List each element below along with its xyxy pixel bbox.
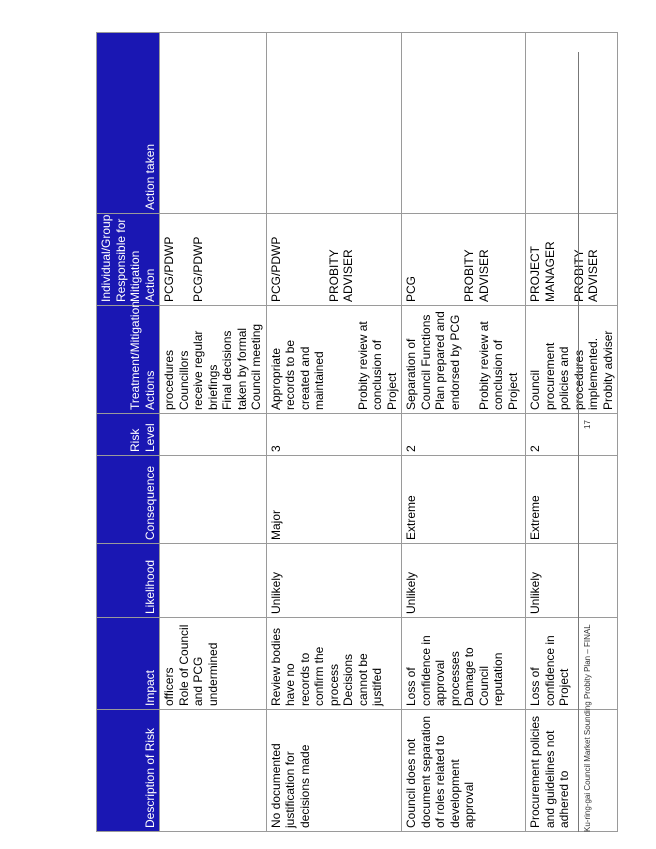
cell-likelihood: Unlikely: [402, 544, 526, 618]
risk-table: [96, 32, 618, 832]
cell-action-taken: [526, 33, 618, 214]
cell-likelihood: Unlikely: [266, 544, 402, 618]
cell-responsible: PCG PROBITY ADVISER: [402, 214, 526, 306]
cell-treatment: Council procurement policies and procedures implemented. Probity adviser: [526, 306, 618, 414]
page-number: 17: [583, 420, 592, 429]
cell-treatment: procedures Councillors receive regular briefings Final decisions taken by formal Council meeting: [160, 306, 267, 414]
cell-likelihood: Unlikely: [526, 544, 618, 618]
cell-consequence: Major: [266, 456, 402, 544]
footer-divider: [578, 52, 579, 832]
cell-risk-level: 3: [266, 414, 402, 456]
cell-responsible: PCG/PDWP PROBITY ADVISER: [266, 214, 402, 306]
cell-responsible: PROJECT MANAGER PROBITY ADVISER: [526, 214, 618, 306]
cell-description: [160, 710, 267, 832]
header-description: Description of Risk: [97, 710, 160, 832]
cell-risk-level: 2: [402, 414, 526, 456]
cell-treatment: Separation of Council Functions Plan prepared and endorsed by PCG Probity review at conclusion of Project: [402, 306, 526, 414]
header-action-taken: Action taken: [97, 33, 160, 214]
cell-consequence: Extreme: [526, 456, 618, 544]
cell-treatment: Appropriate records to be created and maintained Probity review at conclusion of Project: [266, 306, 402, 414]
cell-risk-level: [160, 414, 267, 456]
header-row: [97, 33, 160, 832]
header-consequence: Consequence: [97, 456, 160, 544]
header-likelihood: Likelihood: [97, 544, 160, 618]
table-row: [526, 33, 618, 832]
cell-responsible: PCG/PDWP PCG/PDWP: [160, 214, 267, 306]
footer-doc-title: Ku-ring-gai Council Market Sounding Probity Plan – FINAL: [583, 624, 592, 832]
header-treatment: Treatment/Mitigation Actions: [97, 306, 160, 414]
cell-consequence: [160, 456, 267, 544]
table-row: [266, 33, 402, 832]
cell-consequence: Extreme: [402, 456, 526, 544]
cell-impact: Loss of confidence in approval processes Damage to Council reputation: [402, 618, 526, 710]
cell-description: Council does not document separation of roles related to development approval: [402, 710, 526, 832]
cell-description: Procurement policies and guidelines not adhered to: [526, 710, 618, 832]
cell-action-taken: [160, 33, 267, 214]
header-responsible: Individual/Group Responsible for Mitigation Action: [97, 214, 160, 306]
table-row: [160, 33, 267, 832]
cell-action-taken: [266, 33, 402, 214]
cell-impact: officers Role of Council and PCG undermined: [160, 618, 267, 710]
header-risk-level: Risk Level: [97, 414, 160, 456]
cell-risk-level: 2: [526, 414, 618, 456]
cell-impact: Loss of confidence in Project: [526, 618, 618, 710]
header-impact: Impact: [97, 618, 160, 710]
cell-action-taken: [402, 33, 526, 214]
table-row: [402, 33, 526, 832]
cell-impact: Review bodies have no records to confirm the process Decisions cannot be justifed: [266, 618, 402, 710]
cell-description: No documented justification for decisions made: [266, 710, 402, 832]
cell-likelihood: [160, 544, 267, 618]
